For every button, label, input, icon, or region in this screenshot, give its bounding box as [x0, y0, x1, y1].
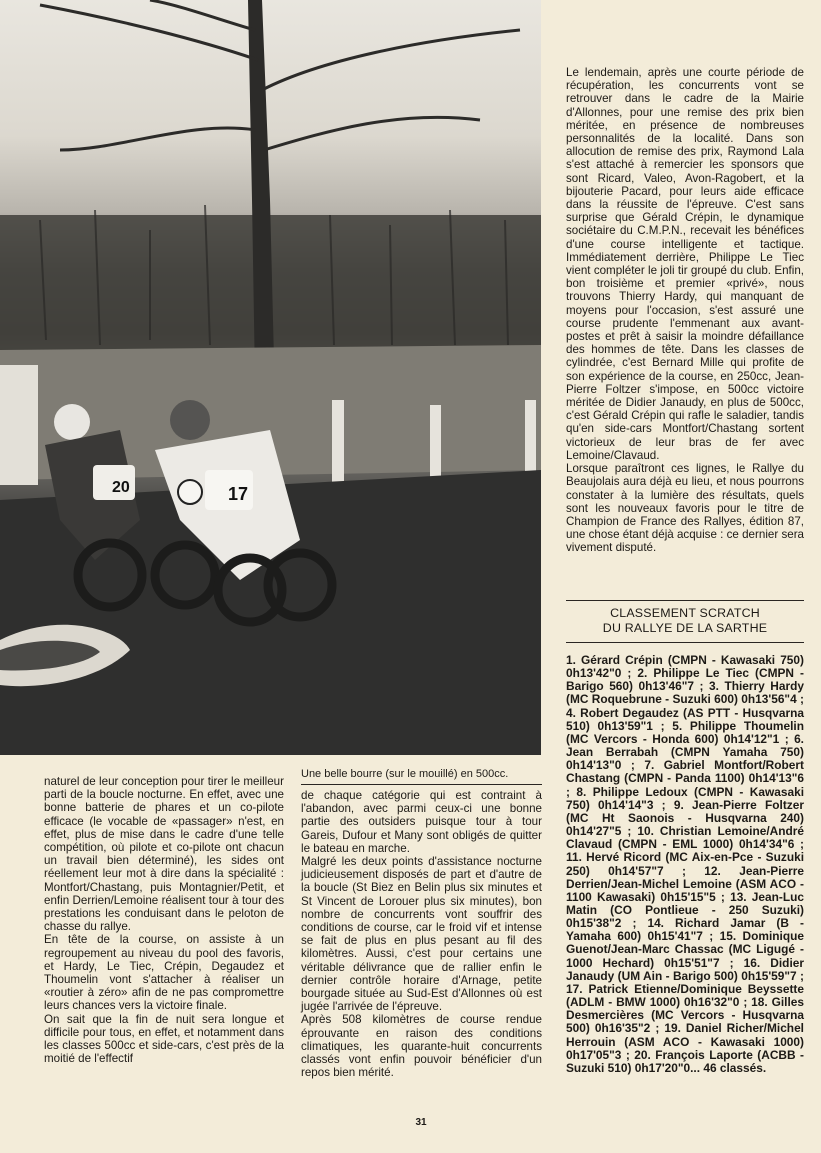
page-number: 31 — [415, 1117, 427, 1128]
paragraph: En tête de la course, on assiste à un regroupement au niveau du pool des favoris, et Hardy, Le Tiec, Crépin, Degaudez et Thoumelin vont s'attacher à réaliser un «routier à zéro» afin de ne pas compromettre leurs chances vers la victoire finale. — [44, 933, 284, 1013]
paragraph: On sait que la fin de nuit sera longue et difficile pour tous, en effet, et notamment dans les classes 500cc et side-cars, c'est près de la moitié de l'effectif — [44, 1012, 284, 1066]
paragraph: Après 508 kilomètres de course rendue éprouvante en raison des conditions climatiques, les quarante-huit concurrents classés vont enfin pouvoir bénéficier d'un repos bien mérité. — [301, 1013, 542, 1080]
race-plate-left: 20 — [112, 479, 130, 496]
article-column-right — [566, 66, 804, 555]
results-box-body: 1. Gérard Crépin (CMPN - Kawasaki 750) 0h13'42"0 ; 2. Philippe Le Tiec (CMPN - Barigo 560) 0h13'46"7 ; 3. Thierry Hardy (MC Roquebrune - Suzuki 600) 0h13'56"4 ; 4. Robert Degaudez (AS PTT - Husqvarna 510) 0h13'59"1 ; 5. Philippe Thoumelin (MC Vercors - Honda 600) 0h14'12"1 ; 6. Jean Berrabah (CMPN Yamaha 750) 0h14'13"0 ; 7. Gabriel Montfort/Robert Chastang (CMPN - Panda 1100) 0h14'13"6 ; 8. Philippe Ledoux (CMPN - Kawasaki 750) 0h14'14"3 ; 9. Jean-Pierre Foltzer (MC Ht Saonois - Husqvarna 240) 0h14'27"5 ; 10. Christian Lemoine/André Clavaud (CMPN - EML 1000) 0h14'34"6 ; 11. Hervé Ricord (MC Aix-en-Pce - Suzuki 250) 0h14'57"7 ; 12. Jean-Pierre Derrien/Jean-Michel Lemoine (ASM ACO - 1100 Kawasaki) 0h15'15"5 ; 13. Jean-Luc Matin (CO Pontlieue - 250 Suzuki) 0h15'38"2 ; 14. Richard Jamar (B - Yamaha 600) 0h15'41"7 ; 15. Dominique Guenot/Jean-Marc Chassac (MC Ligugé - 1000 Hechard) 0h15'51"7 ; 16. Didier Janaudy (UM Ain - Barigo 500) 0h15'59"7 ; 17. Patrick Etienne/Dominique Beyssette (ADLM - BMW 1000) 0h16'32"0 ; 18. Gilles Desmercières (MC Vercors - Husqvarna 500) 0h16'35"2 ; 19. Daniel Richer/Michel Herrouin (ASM ACO - Kawasaki 1000) 0h17'05"3 ; 20. François Laporte (ACBB - Suzuki 510) 0h17'20"0... 46 classés. — [566, 653, 804, 1075]
motorcycle-race-photo — [0, 0, 541, 755]
race-plate-right: 17 — [228, 484, 249, 504]
photo-illustration — [0, 0, 541, 755]
photo-caption: Une belle bourre (sur le mouillé) en 500cc. — [301, 768, 542, 785]
paragraph: Lorsque paraîtront ces lignes, le Rallye du Beaujolais aura déjà eu lieu, et nous pourrons constater à la lumière des résultats, quels sont les nouveaux favoris pour le titre de Champion de France des Rallyes, édition 87, une chose étant déjà acquise : ce dernier sera vivement disputé. — [566, 462, 804, 555]
results-title-line2: DU RALLYE DE LA SARTHE — [602, 621, 768, 635]
results-title-line1: CLASSEMENT SCRATCH — [610, 606, 760, 620]
article-column-middle — [301, 789, 542, 1079]
article-column-left — [44, 775, 284, 1065]
paragraph: de chaque catégorie qui est contraint à l'abandon, avec parmi ceux-ci une bonne partie des outsiders puisque tour à tour Gareis, Dufour et Many sont obligés de quitter le bateau en marche. — [301, 789, 542, 855]
paragraph: Malgré les deux points d'assistance nocturne judicieusement disposés de part et d'autre de la boucle (St Biez en Belin plus six minutes et St Vincent de Lorouer plus six minutes), bon nombre de concurrents vont souffrir des conditions de course, car le froid vif et intense se fait de plus en plus pesant au fil des kilomètres. Aussi, c'est pour certains une véritable délivrance que de rallier enfin le dernier contrôle horaire d'Arnage, petite bourgade située au Sud-Est d'Allonnes où est jugée l'arrivée de l'épreuve. — [301, 855, 542, 1014]
results-box-title — [566, 600, 804, 643]
paragraph: naturel de leur conception pour tirer le meilleur parti de la boucle nocturne. En effet, avec une bonne batterie de phares et un co-pilote efficace (le vocable de «passager» n'est, en effet, plus de mise dans le cadre d'une telle compétition, où pilote et co-pilote ont chacun un travail bien déterminé), les sides ont réellement leur mot à dire dans la spécialité : Montfort/Chastang, puis Montagnier/Petit, et enfin Derrien/Lemoine réalisent tour à tour des prestations les conduisant dans le peloton de chasse du rallye. — [44, 775, 284, 934]
paragraph: Le lendemain, après une courte période de récupération, les concurrents vont se retrouver dans le cadre de la Mairie d'Allonnes, pour une remise des prix bien méritée, en présence de nombreuses personnalités de la localité. Dans son allocution de remise des prix, Raymond Lala s'est attaché à remercier les sponsors que sont Ricard, Valeo, Avon-Ragobert, et la bijouterie Pacard, pour leurs aide efficace dans la réussite de l'épreuve. C'est sans surprise que Gérald Crépin, le dynamique sociétaire du C.M.P.N., recevait les bénéfices d'une course intelligente et tactique. Immédiatement derrière, Philippe Le Tiec vient compléter le joli tir groupé du club. Enfin, bon troisième et premier «privé», nous trouvons Thierry Hardy, qui manquant de moyens pour l'occasion, s'est assuré une course prudente l'emmenant aux avant-postes et prêt à saisir la moindre défaillance des hommes de tête. Dans les classes de cylindrée, c'est Bernard Mille qui profite de son expérience de la course, en 250cc, Jean-Pierre Foltzer s'impose, en 500cc victoire méritée de Didier Janaudy, en plus de 500cc, c'est Gérald Crépin qui rafle le saladier, tandis qu'en side-cars Montfort/Chastang sortent victorieux de leur bras de fer avec Lemoine/Clavaud. — [566, 66, 804, 462]
